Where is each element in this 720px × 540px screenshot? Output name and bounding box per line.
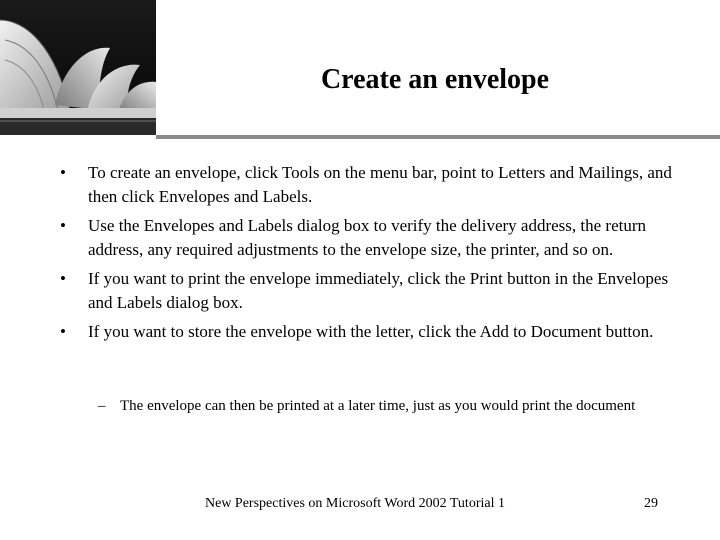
slide-title: Create an envelope	[320, 64, 550, 95]
bullet-text: To create an envelope, click Tools on the menu bar, point to Letters and Mailings, and then click Envelopes and Labels.	[88, 163, 672, 206]
bullet-item	[60, 214, 680, 262]
bullet-text: Use the Envelopes and Labels dialog box to verify the delivery address, the return address, any required adjustments to the envelope size, the printer, and so on.	[88, 216, 646, 259]
bullet-text: If you want to store the envelope with the letter, click the Add to Document button.	[88, 322, 654, 341]
bullet-icon: •	[60, 322, 66, 341]
bullet-icon: •	[60, 269, 66, 288]
bullet-item	[60, 320, 680, 344]
opera-house-icon	[0, 0, 156, 135]
page-number: 29	[644, 496, 658, 511]
bullet-icon: •	[60, 163, 66, 182]
bullet-item	[60, 161, 680, 209]
title-divider	[156, 135, 720, 139]
sub-bullet-text: The envelope can then be printed at a later time, just as you would print the document	[120, 398, 636, 414]
bullet-list	[60, 161, 680, 349]
dash-icon: –	[98, 398, 106, 414]
sub-bullet-item	[98, 396, 680, 417]
opera-house-image	[0, 0, 156, 135]
bullet-icon: •	[60, 216, 66, 235]
footer-text: New Perspectives on Microsoft Word 2002 Tutorial 1	[205, 496, 505, 511]
bullet-text: If you want to print the envelope immediately, click the Print button in the Envelopes and Labels dialog box.	[88, 269, 669, 312]
bullet-item	[60, 267, 680, 315]
